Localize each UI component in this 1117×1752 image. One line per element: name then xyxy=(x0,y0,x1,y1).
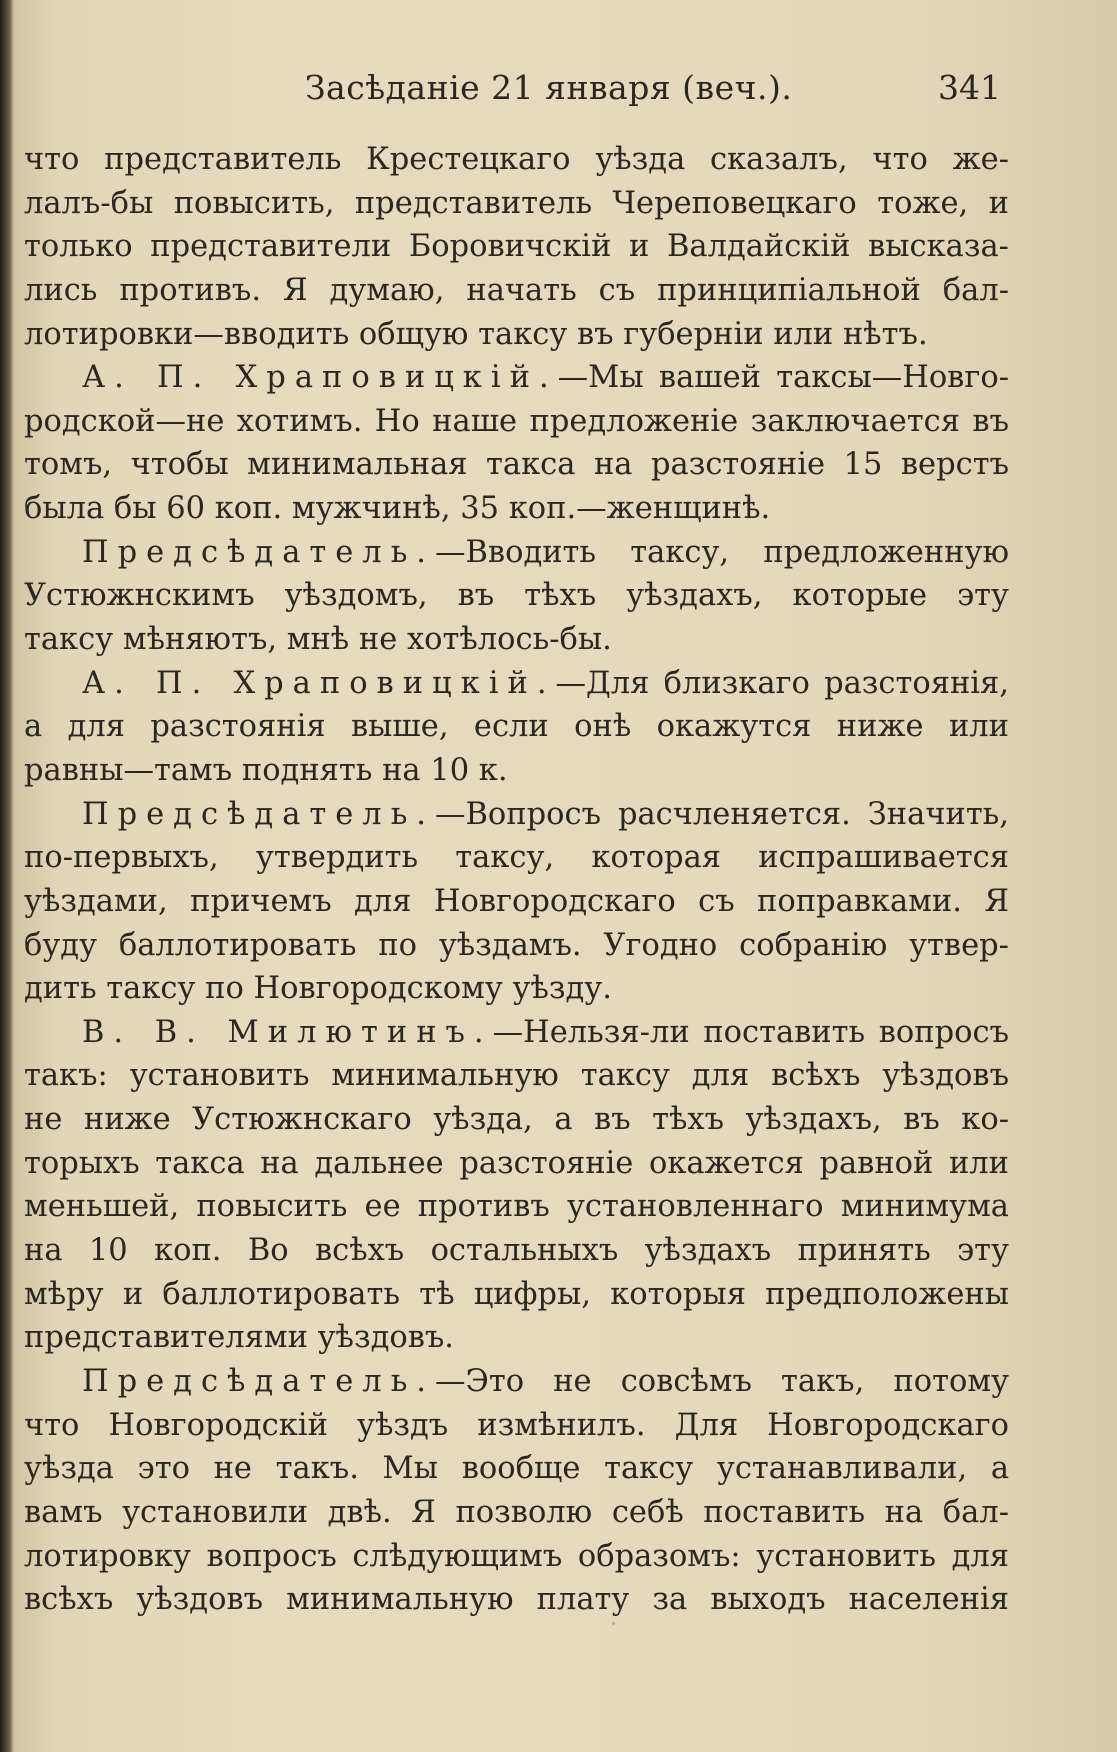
body-text xyxy=(24,138,1009,1622)
text-line xyxy=(24,138,1009,182)
speaker-name: В. В. Милютинъ. xyxy=(82,1014,493,1050)
line-text: буду баллотировать по уѣздамъ. Угодно собранію утвер- xyxy=(24,927,1009,963)
line-text: всѣхъ уѣздовъ минимальную плату за выходъ населенія xyxy=(24,1582,1009,1618)
text-line xyxy=(24,662,1009,706)
line-text: торыхъ такса на дальнее разстояніе окажется равной или xyxy=(24,1145,1009,1181)
text-line xyxy=(24,182,1009,226)
line-text: —Вопросъ расчленяется. Значить, xyxy=(435,796,1009,832)
line-text: лотировку вопросъ слѣдующимъ образомъ: установить для xyxy=(24,1538,1009,1574)
text-line xyxy=(24,400,1009,444)
line-text: лалъ-бы повысить, представитель Череповецкаго тоже, и xyxy=(24,185,1009,221)
line-text: родской—не хотимъ. Но наше предложеніе заключается въ xyxy=(24,403,1009,439)
text-line xyxy=(24,924,1009,968)
line-text: вамъ установили двѣ. Я позволю себѣ поставить на бал- xyxy=(24,1494,1009,1530)
line-text: —Вводить таксу, предложенную xyxy=(435,534,1009,570)
text-line xyxy=(24,356,1009,400)
text-line xyxy=(24,1273,1009,1317)
line-text: равны—тамъ поднять на 10 к. xyxy=(24,752,508,788)
text-line xyxy=(24,967,1009,1011)
text-line xyxy=(24,1578,1009,1622)
line-text: лись противъ. Я думаю, начать съ принципіальной бал- xyxy=(24,272,1009,308)
speaker-name: А. П. Храповицкій. xyxy=(82,360,558,396)
line-text: дить таксу по Новгородскому уѣзду. xyxy=(24,971,612,1007)
speaker-name: Предсѣдатель. xyxy=(82,1363,435,1399)
text-line xyxy=(24,1535,1009,1579)
speaker-name: Предсѣдатель. xyxy=(82,534,435,570)
line-text: —Нельзя-ли поставить вопросъ xyxy=(492,1014,1009,1050)
line-text: таксу мѣняютъ, мнѣ не хотѣлось-бы. xyxy=(24,622,612,658)
line-text: только представители Боровичскій и Валдайскій высказа- xyxy=(24,229,1009,265)
line-text: —Это не совсѣмъ такъ, потому xyxy=(435,1363,1009,1399)
text-line xyxy=(24,269,1009,313)
text-line xyxy=(24,313,1009,357)
text-line xyxy=(24,618,1009,662)
running-title: Засѣданіе 21 января (веч.). xyxy=(305,68,793,107)
line-text: мѣру и баллотировать тѣ цифры, которыя предположены xyxy=(24,1276,1009,1312)
text-line xyxy=(24,1229,1009,1273)
text-line xyxy=(24,1360,1009,1404)
speaker-name: Предсѣдатель. xyxy=(82,796,435,832)
paper-speck xyxy=(448,1210,451,1212)
text-line xyxy=(24,531,1009,575)
line-text: была бы 60 коп. мужчинѣ, 35 коп.—женщинѣ. xyxy=(24,491,771,527)
line-text: Устюжнскимъ уѣздомъ, въ тѣхъ уѣздахъ, которые эту xyxy=(24,578,1009,614)
line-text: не ниже Устюжнскаго уѣзда, а въ тѣхъ уѣздахъ, въ ко- xyxy=(24,1102,1009,1138)
text-line xyxy=(24,574,1009,618)
line-text: на 10 коп. Во всѣхъ остальныхъ уѣздахъ принять эту xyxy=(24,1233,1009,1269)
text-line xyxy=(24,749,1009,793)
line-text: томъ, чтобы минимальная такса на разстояніе 15 верстъ xyxy=(24,447,1009,483)
line-text: что представитель Крестецкаго уѣзда сказалъ, что же- xyxy=(24,142,1009,177)
line-text: представителями уѣздовъ. xyxy=(24,1320,454,1356)
text-line xyxy=(24,836,1009,880)
text-line xyxy=(24,1098,1009,1142)
text-line xyxy=(24,1491,1009,1535)
page-header xyxy=(0,62,1117,112)
text-line xyxy=(24,793,1009,837)
line-text: что Новгородскій уѣздъ измѣнилъ. Для Новгородскаго xyxy=(24,1407,1009,1443)
line-text: уѣзда это не такъ. Мы вообще таксу устанавливали, а xyxy=(24,1451,1009,1487)
paper-speck xyxy=(96,1560,100,1564)
text-line xyxy=(24,1316,1009,1360)
page-number: 341 xyxy=(938,68,1001,107)
text-line xyxy=(24,705,1009,749)
text-line xyxy=(24,1054,1009,1098)
line-text: а для разстоянія выше, если онѣ окажутся ниже или xyxy=(24,709,1009,745)
line-text: —Мы вашей таксы—Новго- xyxy=(557,360,1009,396)
line-text: —Для близкаго разстоянія, xyxy=(555,665,1009,701)
text-line xyxy=(24,880,1009,924)
text-line xyxy=(24,1447,1009,1491)
line-text: уѣздами, причемъ для Новгородскаго съ поправками. Я xyxy=(24,883,1009,919)
paper-speck xyxy=(612,1622,615,1625)
line-text: такъ: установить минимальную таксу для всѣхъ уѣздовъ xyxy=(24,1058,1009,1094)
text-line xyxy=(24,443,1009,487)
line-text: меньшей, повысить ее противъ установленнаго минимума xyxy=(24,1189,1009,1225)
text-line xyxy=(24,1011,1009,1055)
text-line xyxy=(24,1404,1009,1448)
speaker-name: А. П. Храповицкій. xyxy=(82,665,556,701)
text-line xyxy=(24,487,1009,531)
page-spine-shadow xyxy=(0,0,14,1752)
line-text: лотировки—вводить общую таксу въ губерніи или нѣтъ. xyxy=(24,316,928,352)
text-line xyxy=(24,225,1009,269)
line-text: по-первыхъ, утвердить таксу, которая испрашивается xyxy=(24,840,1009,876)
text-line xyxy=(24,1185,1009,1229)
text-line xyxy=(24,1142,1009,1186)
